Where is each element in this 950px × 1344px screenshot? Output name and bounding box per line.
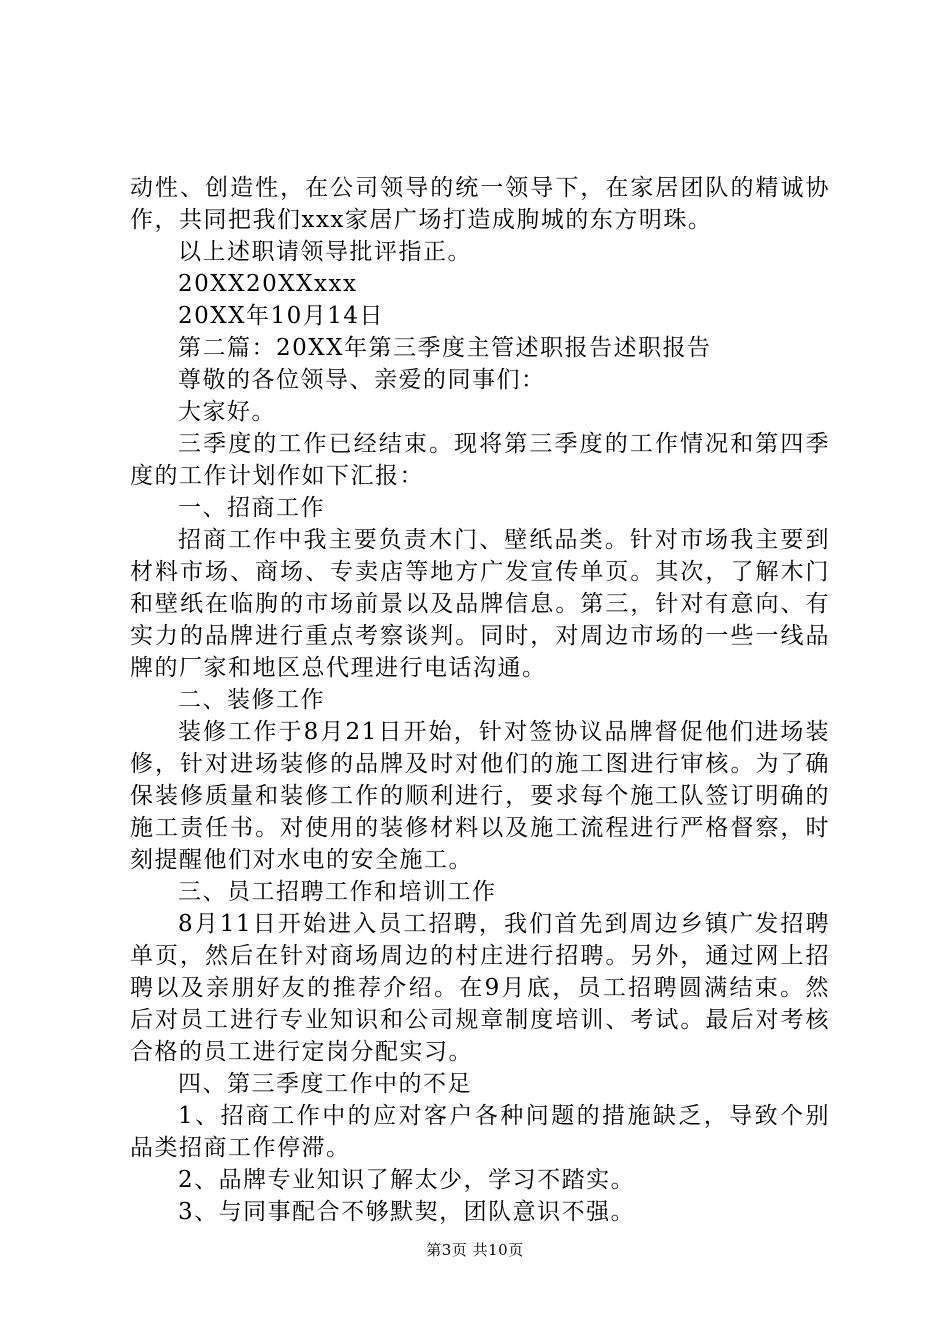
paragraph: 三季度的工作已经结束。现将第三季度的工作情况和第四季度的工作计划作如下汇报： (130, 431, 830, 489)
paragraph: 8月11日开始进入员工招聘，我们首先到周边乡镇广发招聘单页，然后在针对商场周边的村庄进行招聘。另外，通过网上招聘以及亲朋好友的推荐介绍。在9月底，员工招聘圆满结束。然后对员工进行专业知识和公司规章制度培训、考试。最后对考核合格的员工进行定岗分配实习。 (130, 911, 830, 1065)
page-footer: 第3页 共10页 (426, 1241, 524, 1259)
section-title: 第二篇：20XX年第三季度主管述职报告述职报告 (178, 335, 712, 361)
heading: 三、员工招聘工作和培训工作 (178, 879, 497, 905)
paragraph: 20XX20XXxxx (178, 271, 358, 297)
heading: 二、装修工作 (178, 687, 325, 713)
list-item: 3、与同事配合不够默契，团队意识不强。 (178, 1199, 636, 1225)
paragraph: 动性、创造性，在公司领导的统一领导下，在家居团队的精诚协作，共同把我们xxx家居广场打造成朐城的东方明珠。 (130, 175, 830, 233)
paragraph: 装修工作于8月21日开始，针对签协议品牌督促他们进场装修，针对进场装修的品牌及时对他们的施工图进行审核。为了确保装修质量和装修工作的顺利进行，要求每个施工队签订明确的施工责任书。对使用的装修材料以及施工流程进行严格督察，时刻提醒他们对水电的安全施工。 (130, 719, 830, 873)
heading: 一、招商工作 (178, 495, 325, 521)
paragraph: 以上述职请领导批评指正。 (178, 239, 472, 265)
paragraph: 20XX年10月14日 (178, 303, 385, 329)
salutation: 尊敬的各位领导、亲爱的同事们： (178, 367, 546, 393)
greeting: 大家好。 (178, 399, 276, 425)
list-item: 1、招商工作中的应对客户各种问题的措施缺乏，导致个别品类招商工作停滞。 (130, 1103, 830, 1161)
document-body (130, 172, 830, 1228)
heading: 四、第三季度工作中的不足 (178, 1071, 472, 1097)
paragraph: 招商工作中我主要负责木门、壁纸品类。针对市场我主要到材料市场、商场、专卖店等地方广发宣传单页。其次，了解木门和壁纸在临朐的市场前景以及品牌信息。第三，针对有意向、有实力的品牌进行重点考察谈判。同时，对周边市场的一些一线品牌的厂家和地区总代理进行电话沟通。 (130, 527, 830, 681)
list-item: 2、品牌专业知识了解太少，学习不踏实。 (178, 1167, 636, 1193)
